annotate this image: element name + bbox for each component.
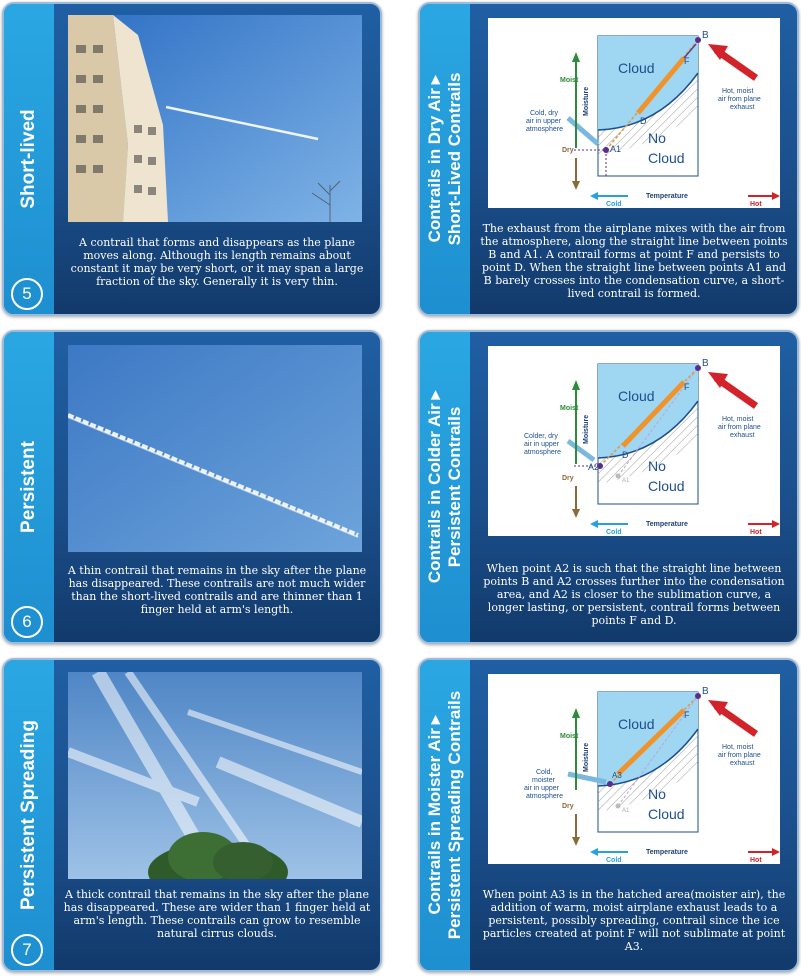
arrow-icon: ▸ [425,390,444,400]
card-description: A contrail that forms and disappears as the plane moves along. Although its length remains about constant it may be very short, or it may span a large fraction of the sky. Generally it is very thin. [70,236,364,288]
card-title-line2: Short-Lived Contrails [445,72,464,246]
card-title-line2: Persistent Spreading Contrails [445,690,464,940]
ghost-point-label: A1 [622,808,630,814]
moist-label: Moist [560,733,579,740]
card-dry-air [418,2,799,316]
air-label-line-2: air in upper [526,118,562,125]
card-description: The exhaust from the airplane mixes with the air from the atmosphere, along the straight line between points B and A1. A contrail forms at point F and persists to point D. When the straight line between points A1 and B barely crosses into the condensation curve, a short-lived contrail is formed. [480,222,788,300]
hot-air-line-3: exhaust [730,104,755,111]
card-number-badge: 6 [11,606,43,638]
air-label-line-3: atmosphere [526,126,563,133]
temperature-axis-label: Temperature [646,193,688,200]
point-a-label: A1 [610,144,622,154]
moist-label: Moist [560,77,579,84]
card-title [425,691,465,939]
card-tab [4,332,54,642]
hot-label: Hot [750,529,762,536]
cold-label: Cold [606,857,622,864]
card-tab [4,660,54,970]
card-title: Persistent Spreading [18,719,39,911]
card-description: A thin contrail that remains in the sky after the plane has disappeared. These contrails are not much wider than the short-lived contrails and are thinner than 1 finger held at arm's length. [67,564,367,616]
air-label-line-4: atmosphere [526,793,563,800]
point-a-label: A2 [588,462,600,472]
point-a-label: A3 [612,771,622,780]
card-title: Short-lived [18,109,39,209]
card-description: When point A2 is such that the straight line between points B and A2 crosses further into the condensation area, and A2 is closer to the sublimation curve, a longer lasting, or persistent, contrail forms between points F and D. [483,562,785,627]
air-label-line-2: air in upper [524,441,560,448]
air-label-line-1: Cold, dry [530,110,559,117]
card-persistent [2,330,382,644]
card-title-line1: Contrails in Moister Air [425,728,444,915]
point-d-label: D [640,116,647,126]
arrow-icon: ▸ [425,75,444,85]
no-label: No [648,130,666,146]
card-number-badge: 7 [11,934,43,966]
hot-air-line-3: exhaust [730,432,755,439]
cloud-label: Cloud [618,60,655,76]
card-tab [4,4,54,314]
moisture-axis-label: Moisture [583,742,590,772]
hot-air-line-3: exhaust [730,760,755,767]
hot-air-line-2: air from plane [718,96,761,103]
no-label: No [648,458,666,474]
hot-label: Hot [750,857,762,864]
card-number-badge: 5 [11,278,43,310]
card-title [425,73,465,246]
card-short-lived [2,2,382,316]
card-title-line2: Persistent Contrails [445,406,464,568]
moisture-temperature-diagram [488,674,780,864]
contrail-photo [68,345,362,552]
no-cloud-label: Cloud [648,478,685,494]
dry-label: Dry [562,475,574,482]
contrail-photo [68,15,362,222]
hot-air-line-2: air from plane [718,424,761,431]
air-label-line-1: Colder, dry [524,433,558,440]
hot-air-line-1: Hot, moist [722,744,754,751]
card-tab [420,660,470,970]
card-moister-air [418,658,799,972]
point-b-label: B [702,686,709,697]
ghost-point-label: A1 [622,478,630,484]
moisture-axis-label: Moisture [583,86,590,116]
moisture-axis-label: Moisture [583,414,590,444]
contrail-photo [68,672,362,879]
hot-air-line-2: air from plane [718,752,761,759]
cold-label: Cold [606,529,622,536]
hot-label: Hot [750,201,762,208]
cold-label: Cold [606,201,622,208]
air-label-line-3: air in upper [524,785,560,792]
card-title [425,391,465,583]
arrow-icon: ▸ [425,715,444,725]
no-cloud-label: Cloud [648,150,685,166]
card-title: Persistent [18,441,39,533]
point-b-label: B [702,30,709,41]
hot-air-line-1: Hot, moist [722,88,754,95]
point-f-label: F [684,710,690,720]
moist-label: Moist [560,405,579,412]
card-title-line1: Contrails in Colder Air [425,403,444,584]
card-colder-air [418,330,799,644]
point-d-label: D [622,450,629,460]
card-tab [420,332,470,642]
point-f-label: F [684,382,690,392]
no-label: No [648,786,666,802]
hot-air-line-1: Hot, moist [722,416,754,423]
dry-label: Dry [562,803,574,810]
card-persistent-spreading [2,658,382,972]
temperature-axis-label: Temperature [646,521,688,528]
temperature-axis-label: Temperature [646,849,688,856]
air-label-line-1: Cold, [536,769,553,776]
card-description: A thick contrail that remains in the sky after the plane has disappeared. These are wider than 1 finger held at arm's length. These contrails can grow to resemble natural cirrus clouds. [63,888,371,940]
air-label-line-3: atmosphere [524,449,561,456]
cloud-label: Cloud [618,388,655,404]
moisture-temperature-diagram [488,18,780,208]
cloud-label: Cloud [618,716,655,732]
point-b-label: B [702,358,709,369]
card-description: When point A3 is in the hatched area(moister air), the addition of warm, moist airplane exhaust leads to a persistent, possibly spreading, contrail since the ice particles created at point F will not sublimate at point A3. [482,888,786,953]
dry-label: Dry [562,147,574,154]
point-f-label: F [684,56,690,66]
no-cloud-label: Cloud [648,806,685,822]
card-tab [420,4,470,314]
card-title-line1: Contrails in Dry Air [425,88,444,243]
moisture-temperature-diagram [488,346,780,536]
air-label-line-2: moister [532,777,555,784]
